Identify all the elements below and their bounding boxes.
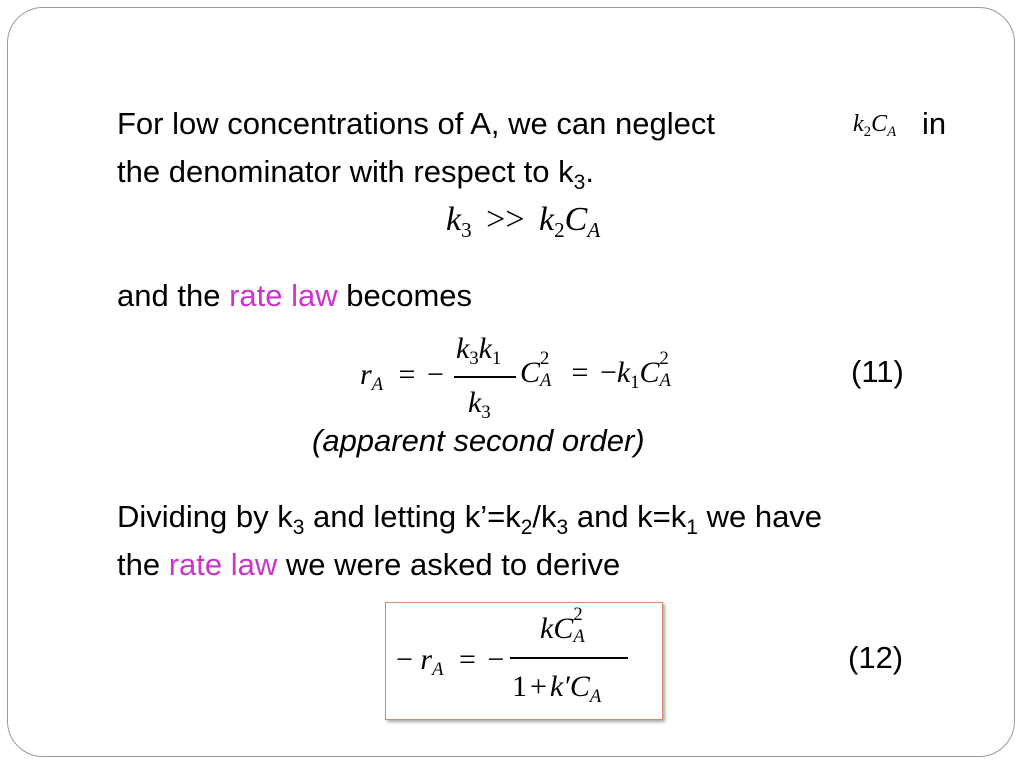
rate-law-highlight: rate law: [229, 278, 338, 313]
eq12-num-k: k: [540, 612, 554, 645]
eq11-c1-sub: A: [540, 370, 552, 391]
eq12-lhs: [396, 643, 505, 680]
eq11-rhs: [520, 348, 678, 393]
p3-sub-c: 3: [556, 516, 569, 539]
eq12-equals: =: [458, 643, 476, 676]
eq12-r: r: [420, 643, 433, 676]
paragraph1-line2: [117, 154, 594, 194]
eq12-den-kprime: k′: [549, 670, 570, 703]
paragraph1-line1-text: For low concentrations of A, we can neglect: [117, 106, 715, 141]
eq12-den-c-sub: A: [589, 685, 602, 707]
ineq-k3: k: [446, 201, 462, 238]
p3-sub-d: 1: [686, 516, 698, 539]
paragraph2-prefix: and the: [117, 278, 221, 313]
p3-text-d: and k=k: [568, 499, 687, 534]
eq12-minus-2: −: [487, 643, 505, 676]
p3-sub-b: 2: [520, 516, 533, 539]
eq11-c2: C: [639, 356, 660, 389]
eq12-den-one: 1: [512, 670, 527, 703]
eq11-num-k3: k: [456, 332, 470, 365]
eq11-c2-sub: A: [659, 370, 671, 391]
p3-text-b: and letting k’=k: [304, 499, 521, 534]
eq12-number: (12): [848, 640, 904, 675]
eq12-fraction-bar: [510, 657, 628, 659]
eq11-r: r: [360, 358, 372, 391]
eq12-den-c: C: [569, 670, 590, 703]
ineq-c: C: [564, 201, 588, 238]
eq11-equals-2: =: [571, 356, 589, 389]
eq11-equals-1: =: [398, 358, 416, 391]
eq11-k1: k: [616, 356, 631, 389]
rate-law-highlight-2: rate law: [168, 547, 278, 582]
eq12-num-c-sup: 2: [573, 604, 583, 625]
eq11-c2-sup: 2: [659, 348, 669, 369]
paragraph3-line1: [117, 499, 822, 539]
inline-k2ca-term: [853, 111, 897, 140]
eq12-r-sub: A: [432, 658, 444, 680]
eq12-den-plus: +: [530, 670, 547, 703]
eq11-num-k3-sub: 3: [469, 347, 479, 369]
p3-text-c: /k: [532, 499, 557, 534]
p3-text-a: Dividing by k: [117, 499, 293, 534]
eq12-numerator: [540, 604, 591, 647]
eq12-minus: −: [396, 643, 413, 676]
eq12-denominator: [512, 670, 602, 707]
apparent-order-note: (apparent second order): [312, 423, 645, 458]
eq11-c1-sup: 2: [540, 348, 550, 369]
eq11-num-k1-sub: 1: [491, 347, 502, 369]
paragraph3-line2: [117, 547, 620, 583]
eq11-den-k3-sub: 3: [481, 401, 491, 423]
inline-c-sub: A: [887, 123, 897, 140]
eq11-minus-1: −: [426, 358, 444, 391]
eq12-num-c: C: [553, 612, 574, 645]
eq11-k1-sub: 1: [630, 371, 640, 393]
inline-k-sub: 2: [863, 123, 872, 140]
eq11-num-k1: k: [478, 332, 492, 365]
eq12-num-c-sub: A: [573, 626, 585, 647]
ineq-k3-sub: 3: [461, 217, 472, 242]
eq11-numerator: [456, 332, 502, 369]
p3-text-e: we have: [697, 499, 823, 534]
eq11-c1: C: [520, 356, 541, 389]
eq11-number: (11): [851, 354, 904, 389]
inline-k: k: [853, 111, 864, 137]
eq11-minus-2: −: [599, 356, 617, 389]
paragraph1-line1-suffix: in: [922, 106, 947, 141]
paragraph1-line2-sub: 3: [573, 171, 586, 194]
eq11-den-k3: k: [468, 386, 482, 419]
p3-line2-suffix: we were asked to derive: [285, 547, 621, 582]
eq11-lhs: [360, 358, 444, 395]
eq11-denominator: [468, 386, 491, 423]
eq11-fraction-bar: [454, 376, 516, 378]
paragraph1-line2-period: .: [585, 154, 594, 189]
paragraph2: [117, 278, 472, 314]
eq11-r-sub: A: [371, 373, 384, 395]
ineq-k2: k: [539, 201, 555, 238]
inline-c: C: [871, 111, 888, 137]
inequality-k3-k2ca: [446, 201, 601, 242]
ineq-c-sub: A: [587, 217, 601, 242]
paragraph2-suffix: becomes: [346, 278, 473, 313]
ineq-operator: >>: [486, 201, 525, 238]
paragraph1-line1: [117, 106, 715, 142]
p3-line2-prefix: the: [117, 547, 161, 582]
p3-sub-a: 3: [292, 516, 305, 539]
ineq-k2-sub: 2: [554, 217, 565, 242]
paragraph1-line2-text: the denominator with respect to k: [117, 154, 574, 189]
